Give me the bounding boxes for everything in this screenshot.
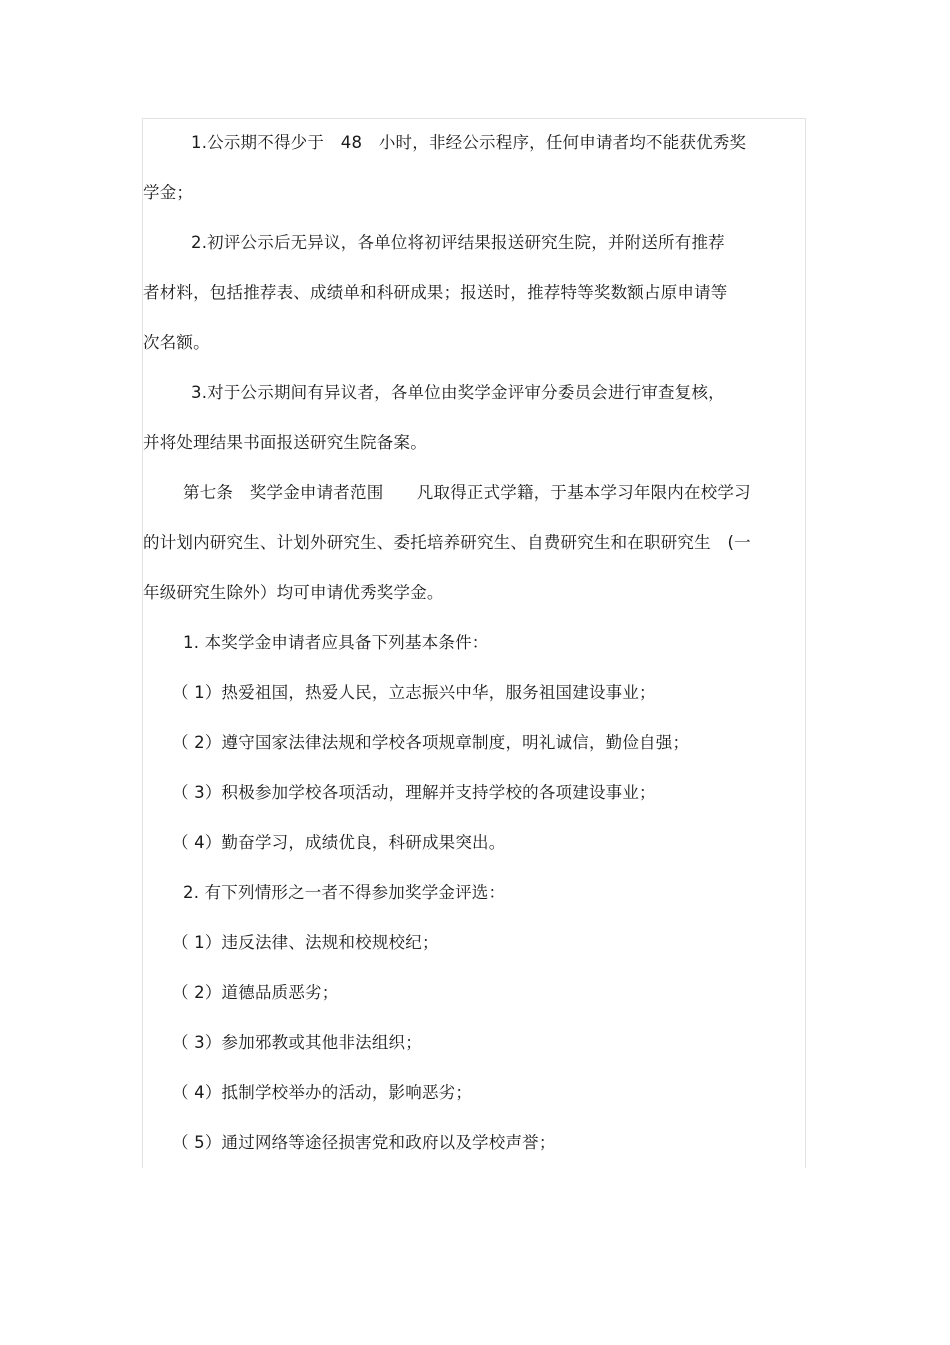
- text-line-4: 者材料，包括推荐表、成绩单和科研成果；报送时，推荐特等奖数额占原申请等: [143, 283, 728, 302]
- text-line-5: 次名额。: [143, 333, 210, 352]
- text-line-9: 的计划内研究生、计划外研究生、委托培养研究生、自费研究生和在职研究生 (一: [143, 533, 751, 552]
- exclusion-item-1: （ 1）违反法律、法规和校规校纪；: [172, 933, 439, 952]
- exclusion-item-2: （ 2）道德品质恶劣；: [172, 983, 339, 1002]
- conditions-heading: 1. 本奖学金申请者应具备下列基本条件：: [183, 633, 489, 652]
- text-line-6: 3.对于公示期间有异议者，各单位由奖学金评审分委员会进行审查复核，: [191, 383, 725, 402]
- exclusions-heading: 2. 有下列情形之一者不得参加奖学金评选：: [183, 883, 506, 902]
- article-7-heading: 第七条 奖学金申请者范围 凡取得正式学籍，于基本学习年限内在校学习: [183, 483, 751, 502]
- text-line-3: 2.初评公示后无异议，各单位将初评结果报送研究生院，并附送所有推荐: [191, 233, 725, 252]
- text-line-10: 年级研究生除外）均可申请优秀奖学金。: [143, 583, 444, 602]
- text-line-1: 1.公示期不得少于 48 小时，非经公示程序，任何申请者均不能获优秀奖: [191, 133, 747, 152]
- exclusion-item-5: （ 5）通过网络等途径损害党和政府以及学校声誉；: [172, 1133, 556, 1152]
- text-line-2: 学金；: [143, 183, 194, 202]
- exclusion-item-4: （ 4）抵制学校举办的活动，影响恶劣；: [172, 1083, 473, 1102]
- text-line-7: 并将处理结果书面报送研究生院备案。: [143, 433, 427, 452]
- condition-item-2: （ 2）遵守国家法律法规和学校各项规章制度，明礼诚信，勤俭自强；: [172, 733, 690, 752]
- condition-item-3: （ 3）积极参加学校各项活动，理解并支持学校的各项建设事业；: [172, 783, 656, 802]
- exclusion-item-3: （ 3）参加邪教或其他非法组织；: [172, 1033, 422, 1052]
- condition-item-1: （ 1）热爱祖国，热爱人民，立志振兴中华，服务祖国建设事业；: [172, 683, 656, 702]
- condition-item-4: （ 4）勤奋学习，成绩优良，科研成果突出。: [172, 833, 506, 852]
